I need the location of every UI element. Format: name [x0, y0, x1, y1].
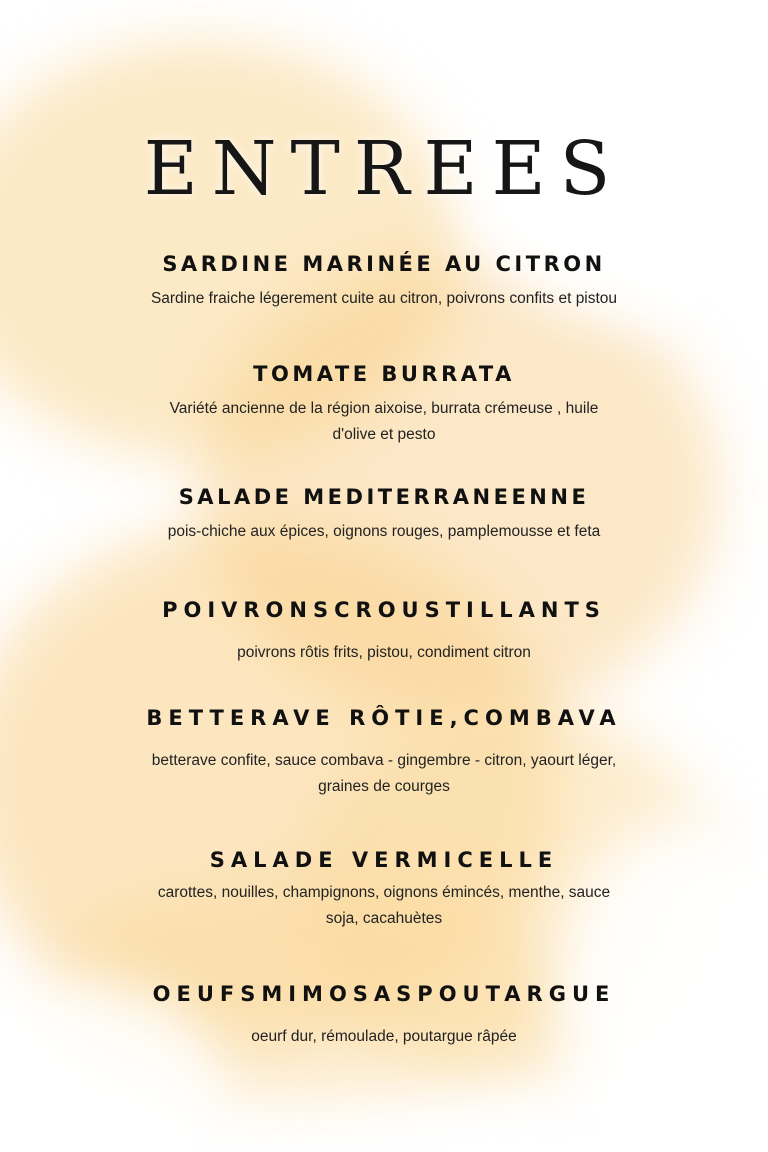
dish-name: SARDINE MARINÉE AU CITRON: [162, 252, 606, 276]
dish-description: pois-chiche aux épices, oignons rouges, pamplemousse et feta: [167, 523, 601, 540]
dish-name: BETTERAVE RÔTIE,COMBAVA: [146, 706, 622, 730]
dish-name: OEUFSMIMOSASPOUTARGUE: [152, 982, 616, 1006]
dish-description: oeurf dur, rémoulade, poutargue râpée: [251, 1028, 517, 1045]
dish-description: Sardine fraiche légerement cuite au citron, poivrons confits et pistou: [150, 290, 618, 307]
dish-name: SALADE MEDITERRANEENNE: [178, 485, 590, 509]
menu-item-tomate-burrata: [0, 362, 768, 448]
menu-item-salade-mediterraneenne: [0, 485, 768, 545]
dish-description: carottes, nouilles, champignons, oignons émincés, menthe, sauce soja, cacahuètes: [157, 884, 611, 927]
menu-item-betterave: [0, 706, 768, 800]
menu-item-oeufs-mimosa: [0, 982, 768, 1050]
dish-description: Variété ancienne de la région aixoise, burrata crémeuse , huile d'olive et pesto: [169, 400, 599, 443]
page-title: ENTREES: [143, 126, 625, 212]
menu-item-sardine: [0, 252, 768, 312]
dish-name: POIVRONSCROUSTILLANTS: [162, 598, 606, 622]
menu-item-poivrons-croustillants: [0, 598, 768, 666]
dish-description: poivrons rôtis frits, pistou, condiment citron: [237, 644, 531, 661]
dish-name: TOMATE BURRATA: [253, 362, 515, 386]
dish-description: betterave confite, sauce combava - gingembre - citron, yaourt léger, graines de courges: [151, 752, 617, 795]
dish-name: SALADE VERMICELLE: [209, 848, 559, 872]
menu-item-salade-vermicelle: [0, 848, 768, 932]
